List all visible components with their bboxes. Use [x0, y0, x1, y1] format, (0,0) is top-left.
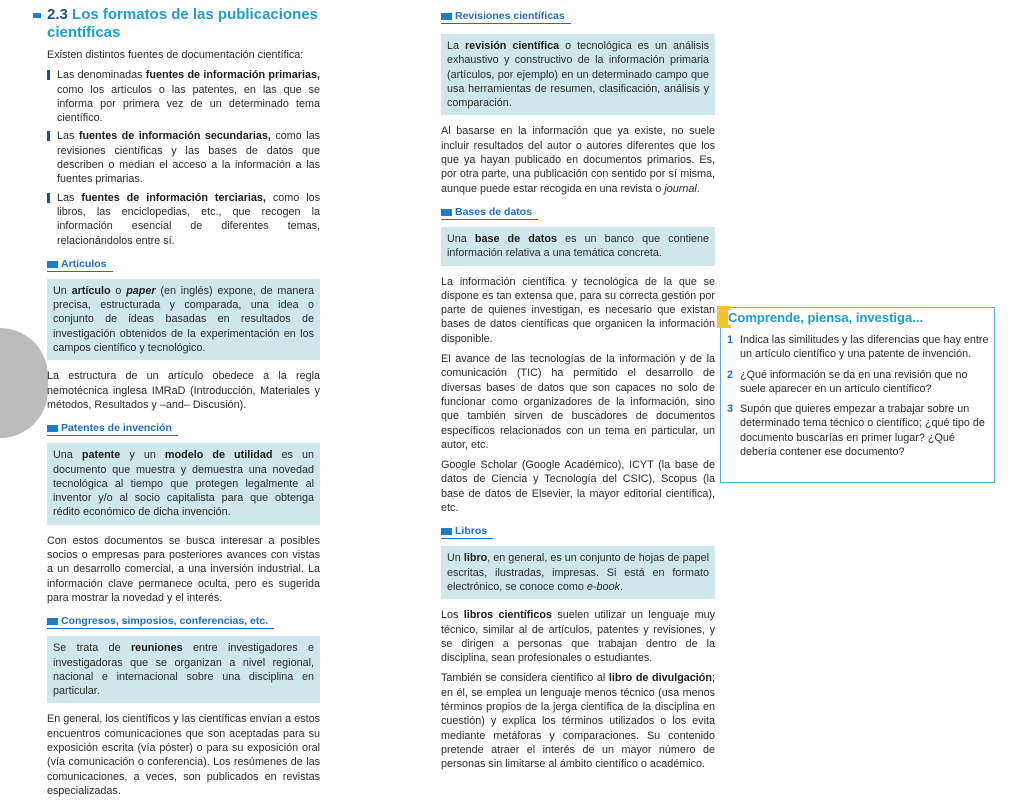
patentes-paragraph: Con estos documentos se busca interesar a posibles socios o empresas para posteriores avances con vistas a un desarrollo comercial, a una inversión industrial. La información clave permanece oculta, pero es sugerida para mostrar la novedad y el interés. [47, 534, 320, 604]
heading-square-icon [441, 528, 452, 535]
heading-square-icon [47, 425, 58, 432]
heading-square-icon [47, 261, 58, 268]
section-number: 2.3 [47, 6, 68, 23]
libros-paragraph-2: También se considera científico al libro de divulgación; en él, se emplea un lenguaje menos técnico (usa menos términos propios de la jerga científica de la disciplina en cuestión) y explica los términos utilizados o los evita mediante metáforas y comparaciones. Su contenido pretende atraer el interés de un mayor número de personas sin limitarse al ámbito científico o académico. [441, 672, 715, 771]
activity-item: 2 ¿Qué información se da en una revisión que no suele aparecer en un artículo científico? [727, 368, 968, 395]
definition-box-base-datos: Una base de datos es un banco que contiene información relativa a una temática concreta. [441, 227, 715, 266]
source-item-secondary: Las fuentes de información secundarias, como las revisiones científicas y las bases de datos que describen o median el acceso a la información a las fuentes primarias. [47, 129, 320, 186]
section-title-line2: científicas [47, 24, 121, 41]
heading-square-icon [441, 13, 452, 20]
left-column [47, 0, 320, 804]
revisiones-paragraph: Al basarse en la información que ya existe, no suele incluir resultados del autor o autores diferentes que los que ya hayan publicado en documentos primarios. Es, por otra parte, una publicación con sentido por sí misma, aunque puede estar recogida en una revista o journal. [441, 125, 715, 195]
congresos-paragraph: En general, los científicos y las científicas envían a estos encuentros comunicaciones que son aceptadas para su exposición escrita (vía póster) o para su exposición oral (vía comunicación o conferencia). Los resúmenes de las comunicaciones, a veces, son publicados en revistas especializadas. [47, 713, 320, 797]
intro-text: Existen distintos fuentes de documentación científica: [47, 49, 304, 61]
middle-column [441, 6, 715, 777]
bullet-marker [47, 70, 50, 80]
definition-box-patente: Una patente y un modelo de utilidad es un documento que muestra y demuestra una novedad tecnológica al tiempo que protegen legalmente al inventor y/o al socio capitalista para que obtenga rédito económico de dicha invención. [47, 443, 320, 524]
heading-congresos: Congresos, simposios, conferencias, etc. [47, 615, 274, 629]
definition-box-articulo: Un artículo o paper (en inglés) expone, de manera precisa, estructurada y comparada, una idea o conjunto de ideas basadas en resultados de investigación obtenidos de la experimentación en los campos científico y tecnológico. [47, 279, 320, 360]
articulos-paragraph: La estructura de un artículo obedece a la regla nemotécnica inglesa IMRaD (Introducción, Materiales y métodos, Resultados y –and– Discusión). [47, 370, 320, 411]
section-title-line1: Los formatos de las publicaciones [72, 6, 318, 23]
bullet-marker [47, 131, 50, 141]
heading-patentes: Patentes de invención [47, 422, 178, 436]
source-item-primary: Las denominadas fuentes de información primarias, como los artículos o las patentes, en las que se informa por primera vez de un determinado tema científico. [47, 68, 320, 125]
bullet-marker [47, 193, 50, 203]
heading-square-icon [47, 618, 58, 625]
section-title [33, 6, 320, 42]
heading-libros: Libros [441, 525, 493, 539]
heading-revisiones: Revisiones científicas [441, 10, 571, 24]
comprende-activity-box [720, 307, 995, 483]
bases-paragraph-3: Google Scholar (Google Académico), ICYT (la base de datos de Ciencia y Tecnología del CSIC), Scopus (la base de datos de Elsevier, la mayor editorial científica), etc. [441, 459, 715, 515]
heading-bases: Bases de datos [441, 206, 538, 220]
bases-paragraph-1: La información científica y tecnológica de la que se dispone es tan extensa que, para su correcta gestión por parte de quienes investigan, es necesario que existan bases de datos científicas que organicen la información disponible. [441, 275, 715, 345]
comprende-title: Comprende, piensa, investiga... [728, 310, 927, 325]
activity-list [727, 333, 989, 465]
definition-box-congresos: Se trata de reuniones entre investigadores e investigadoras que se organizan a nivel regional, nacional e internacional sobre una disciplina en particular. [47, 636, 320, 703]
activity-item: 1 Indica las similitudes y las diferencias que hay entre un artículo científico y una patente de invención. [727, 334, 989, 361]
heading-square-icon [441, 209, 452, 216]
libros-paragraph-1: Los libros científicos suelen utilizar un lenguaje muy técnico, similar al de artículos, patentes y revisiones, y se dirigen a personas que trabajan dentro de la disciplina, sean profesionales o estudiantes. [441, 609, 716, 665]
definition-box-revision: La revisión científica o tecnológica es un análisis exhaustivo y constructivo de la información primaria (artículos, por ejemplo) en un determinado campo que usa herramientas de resumen, clasificación, análisis y comparación. [441, 34, 715, 115]
section-title-marker [33, 13, 41, 18]
decorative-half-circle [0, 328, 48, 438]
activity-item: 3 Supón que quieres empezar a trabajar sobre un determinado tema técnico o científico; ¿qué tipo de documento buscarías en primer lugar? ¿Qué debería contener ese documento? [727, 403, 985, 459]
heading-articulos: Artículos [47, 258, 113, 272]
definition-box-libro: Un libro, en general, es un conjunto de hojas de papel escritas, ilustradas, impresas. Si está en formato electrónico, se conoce como e-book. [441, 546, 715, 599]
source-item-tertiary: Las fuentes de información terciarias, como los libros, las enciclopedias, etc., que recogen la información esencial de diferentes temas, relacionándolos entre sí. [47, 191, 320, 248]
bases-paragraph-2: El avance de las tecnologías de la información y de la comunicación (TIC) ha permitido el desarrollo de diversas bases de datos que son capaces no solo de funcionar como organizadores de la información, sino que también sirven de buscadores de documentos específicos relacionados con un tema en particular, un autor, etc. [441, 353, 715, 451]
